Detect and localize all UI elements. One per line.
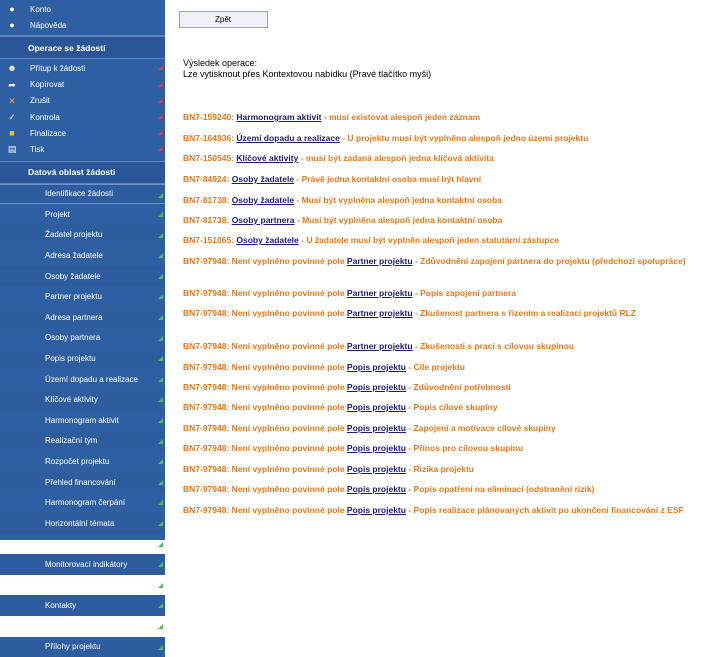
error-message: - U žadatele musí být vyplněn alespoň jeden statutární zástupce <box>299 235 559 245</box>
sidebar-data-item[interactable] <box>0 328 165 349</box>
error-message: - Zkušenosti s prací s cílovou skupinou <box>413 341 575 351</box>
sidebar-data-item[interactable] <box>0 575 165 596</box>
error-row <box>183 288 708 300</box>
error-code: BN7-84924: <box>183 174 229 184</box>
sidebar-item-label: Výběrová řízení <box>45 581 101 590</box>
error-message: - Cíle projektu <box>406 362 465 372</box>
sidebar-data-item[interactable] <box>0 616 165 637</box>
sidebar-item-label: Adresa partnera <box>45 313 102 322</box>
sidebar-item-finalize[interactable] <box>0 125 165 141</box>
error-message: - U projektu musí být vyplněno alespoň jedno území projektu <box>340 133 588 143</box>
error-row <box>183 308 708 320</box>
error-prefix: Není vyplněno povinné pole <box>229 308 347 318</box>
corner-arrow-icon <box>158 212 163 217</box>
error-code: BN7-81738: <box>183 195 229 205</box>
error-code: BN7-97948: <box>183 464 229 474</box>
error-row <box>183 402 708 414</box>
error-section-link[interactable]: Popis projektu <box>347 484 406 494</box>
error-row <box>183 174 708 186</box>
sidebar-item-label: Adresa žadatele <box>45 251 103 260</box>
error-message: - Musí být vyplněna alespoň jedna kontaktní osoba <box>294 195 502 205</box>
sidebar-data-item[interactable] <box>0 534 165 555</box>
error-message: - Zdůvodnění zapojení partnera do projektu (předchozí spolupráce) <box>413 256 686 266</box>
sidebar-data-item[interactable] <box>0 266 165 287</box>
sidebar-item-label: Přílohy projektu <box>45 642 101 651</box>
error-prefix: Není vyplněno povinné pole <box>229 256 347 266</box>
corner-arrow-icon <box>158 397 163 402</box>
corner-arrow-icon <box>158 336 163 341</box>
corner-arrow-icon <box>158 315 163 320</box>
error-code: BN7-97948: <box>183 423 229 433</box>
data-section-header: Datová oblast žádosti <box>0 161 165 184</box>
error-prefix: Není vyplněno povinné pole <box>229 484 347 494</box>
copy-icon: ➦ <box>7 80 17 90</box>
error-message: - Popis realizace plánovaných aktivit po ukončení financování z ESF <box>406 505 684 515</box>
sidebar-item-label: Kontrola <box>30 113 60 122</box>
sidebar-data-item[interactable] <box>0 184 165 205</box>
corner-arrow-icon <box>158 624 163 629</box>
corner-arrow-icon <box>158 603 163 608</box>
sidebar-data-item[interactable] <box>0 245 165 266</box>
sidebar-data-item[interactable] <box>0 369 165 390</box>
error-section-link[interactable]: Území dopadu a realizace <box>236 133 339 143</box>
error-row <box>183 256 708 268</box>
error-section-link[interactable]: Osoby žadatele <box>232 174 294 184</box>
error-row <box>183 341 708 353</box>
corner-arrow-icon <box>158 418 163 423</box>
error-code: BN7-97948: <box>183 341 229 351</box>
error-code: BN7-81738: <box>183 215 229 225</box>
error-message: - Popis zapojení partnera <box>413 288 516 298</box>
error-row <box>183 423 708 435</box>
sidebar-item-label: Žadatel projektu <box>45 230 102 239</box>
error-row <box>183 133 708 145</box>
data-items-list <box>0 184 165 657</box>
error-message: - Zdůvodnění potřebnosti <box>406 382 511 392</box>
sidebar-item-label: Kopírovat <box>30 80 64 89</box>
error-message: - Zapojení a motivace cílové skupiny <box>406 423 556 433</box>
error-section-link[interactable]: Popis projektu <box>347 423 406 433</box>
error-section-link[interactable]: Harmonogram aktivit <box>236 112 321 122</box>
sidebar-data-item[interactable] <box>0 554 165 575</box>
sidebar-item-print[interactable] <box>0 141 165 157</box>
result-description: Lze vytisknout přes Kontextovou nabídku (Pravé tlačítko myši) <box>183 69 431 79</box>
corner-arrow-icon <box>158 274 163 279</box>
error-section-link[interactable]: Popis projektu <box>347 505 406 515</box>
error-section-link[interactable]: Osoby žadatele <box>232 195 294 205</box>
corner-arrow-icon <box>158 459 163 464</box>
error-row <box>183 153 708 165</box>
sidebar-item-label: Harmonogram čerpání <box>45 498 125 507</box>
sidebar-item-help[interactable] <box>0 17 165 33</box>
sidebar-item-copy[interactable] <box>0 77 165 93</box>
error-prefix: Není vyplněno povinné pole <box>229 464 347 474</box>
sidebar-item-label: Harmonogram aktivit <box>45 416 119 425</box>
ops-section-header: Operace se žádostí <box>0 36 165 59</box>
error-section-link[interactable]: Popis projektu <box>347 464 406 474</box>
error-prefix: Není vyplněno povinné pole <box>229 362 347 372</box>
corner-arrow-icon <box>158 356 163 361</box>
corner-arrow-icon <box>158 130 163 135</box>
sidebar-item-label: Přítup k žádosti <box>30 64 85 73</box>
help-icon: ● <box>7 20 17 30</box>
corner-arrow-icon <box>158 583 163 588</box>
corner-arrow-icon <box>158 377 163 382</box>
error-row <box>183 195 708 207</box>
sidebar-item-label: Horizontální témata <box>45 519 114 528</box>
error-prefix: Není vyplněno povinné pole <box>229 505 347 515</box>
error-code: BN7-97948: <box>183 308 229 318</box>
sidebar-data-item[interactable] <box>0 492 165 513</box>
sidebar-data-item[interactable] <box>0 204 165 225</box>
error-section-link[interactable]: Klíčové aktivity <box>236 153 298 163</box>
error-section-link[interactable]: Popis projektu <box>347 382 406 392</box>
error-code: BN7-159240: <box>183 112 234 122</box>
error-row <box>183 505 708 517</box>
sidebar-item-label: Přehled financování <box>45 478 116 487</box>
sidebar-data-item[interactable] <box>0 389 165 410</box>
sidebar-data-item[interactable] <box>0 348 165 369</box>
corner-arrow-icon <box>158 294 163 299</box>
error-message: - Popis opatření na eliminaci (odstranění rizik) <box>406 484 594 494</box>
sidebar-data-item[interactable] <box>0 307 165 328</box>
corner-arrow-icon <box>158 439 163 444</box>
corner-arrow-icon <box>158 146 163 151</box>
corner-arrow-icon <box>158 65 163 70</box>
error-message: - Rizika projektu <box>406 464 474 474</box>
sidebar-item-label: Monitorovací indikátory <box>45 560 127 569</box>
sidebar-item-label: Projekt <box>45 210 70 219</box>
error-message: - Musí být vyplněna alespoň jedna kontaktní osoba <box>295 215 503 225</box>
sidebar-item-access[interactable] <box>0 60 165 76</box>
back-button[interactable]: Zpět <box>179 11 268 28</box>
error-section-link[interactable]: Osoby žadatele <box>236 235 298 245</box>
error-section-link[interactable]: Partner projektu <box>347 341 413 351</box>
sidebar-item-label: Konto <box>30 5 51 14</box>
error-code: BN7-164936: <box>183 133 234 143</box>
corner-arrow-icon <box>158 98 163 103</box>
error-section-link[interactable]: Popis projektu <box>347 362 406 372</box>
sidebar-item-konto[interactable] <box>0 1 165 17</box>
error-code: BN7-97948: <box>183 288 229 298</box>
sidebar-item-label: Klíčové aktivity <box>45 395 98 404</box>
error-section-link[interactable]: Partner projektu <box>347 288 413 298</box>
corner-arrow-icon <box>158 253 163 258</box>
error-row <box>183 112 708 124</box>
sidebar-item-check[interactable] <box>0 109 165 125</box>
error-row <box>183 382 708 394</box>
corner-arrow-icon <box>158 114 163 119</box>
sidebar-item-label: Zrušit <box>30 96 50 105</box>
error-prefix: Není vyplněno povinné pole <box>229 423 347 433</box>
error-code: BN7-97948: <box>183 443 229 453</box>
sidebar-item-label: Další projekty <box>45 622 93 631</box>
sidebar-data-item[interactable] <box>0 595 165 616</box>
error-message: - Popis cílové skupiny <box>406 402 498 412</box>
error-code: BN7-97948: <box>183 256 229 266</box>
corner-arrow-icon <box>158 645 163 650</box>
sidebar <box>0 0 165 540</box>
error-section-link[interactable]: Partner projektu <box>347 256 413 266</box>
sidebar-item-label: Osoby žadatele <box>45 272 101 281</box>
sidebar-item-label: Veřejná podpora <box>45 539 104 548</box>
sidebar-item-label: Tisk <box>30 145 44 154</box>
error-code: BN7-97948: <box>183 402 229 412</box>
error-row <box>183 362 708 374</box>
sidebar-data-item[interactable] <box>0 472 165 493</box>
corner-arrow-icon <box>158 562 163 567</box>
error-message: - Přínos pro cílovou skupinu <box>406 443 523 453</box>
error-section-link[interactable]: Osoby partnera <box>232 215 295 225</box>
error-section-link[interactable]: Popis projektu <box>347 402 406 412</box>
error-code: BN7-97948: <box>183 484 229 494</box>
error-prefix: Není vyplněno povinné pole <box>229 288 347 298</box>
error-message: - musí existovat alespoň jeden záznam <box>321 112 480 122</box>
error-message: - Zkušenost partnera s řízením a realizací projektů RLZ <box>413 308 636 318</box>
corner-arrow-icon <box>158 521 163 526</box>
lock-icon: ■ <box>7 128 17 138</box>
corner-arrow-icon <box>158 193 163 198</box>
cancel-icon: ✕ <box>7 96 17 106</box>
sidebar-data-item[interactable] <box>0 513 165 534</box>
error-code: BN7-150545: <box>183 153 234 163</box>
sidebar-item-label: Realizační tým <box>45 436 97 445</box>
sidebar-data-item[interactable] <box>0 286 165 307</box>
main-content <box>165 0 720 540</box>
sidebar-item-label: Rozpočet projektu <box>45 457 109 466</box>
error-code: BN7-151065: <box>183 235 234 245</box>
result-title: Výsledek operace: <box>183 58 257 68</box>
error-message: - musí být zadaná alespoň jedna klíčová aktivita <box>298 153 494 163</box>
error-code: BN7-97948: <box>183 505 229 515</box>
corner-arrow-icon <box>158 480 163 485</box>
sidebar-item-label: Nápověda <box>30 21 66 30</box>
error-row <box>183 215 708 227</box>
people-icon: ☻ <box>7 63 17 73</box>
corner-arrow-icon <box>158 233 163 238</box>
error-prefix: Není vyplněno povinné pole <box>229 341 347 351</box>
error-prefix: Není vyplněno povinné pole <box>229 443 347 453</box>
sidebar-item-label: Kontakty <box>45 601 76 610</box>
sidebar-item-label: Území dopadu a realizace <box>45 375 138 384</box>
error-prefix: Není vyplněno povinné pole <box>229 402 347 412</box>
print-icon: ▤ <box>7 144 17 154</box>
sidebar-data-item[interactable] <box>0 225 165 246</box>
sidebar-item-label: Identifikace žádosti <box>45 189 113 198</box>
sidebar-item-label: Partner projektu <box>45 292 102 301</box>
sidebar-item-label: Popis projektu <box>45 354 96 363</box>
sidebar-item-label: Osoby partnera <box>45 333 100 342</box>
user-icon: ● <box>7 4 17 14</box>
error-row <box>183 484 708 496</box>
error-section-link[interactable]: Popis projektu <box>347 443 406 453</box>
corner-arrow-icon <box>158 500 163 505</box>
sidebar-item-label: Finalizace <box>30 129 66 138</box>
error-code: BN7-97948: <box>183 362 229 372</box>
error-row <box>183 235 708 247</box>
corner-arrow-icon <box>158 542 163 547</box>
error-row <box>183 443 708 455</box>
error-prefix: Není vyplněno povinné pole <box>229 382 347 392</box>
sidebar-data-item[interactable] <box>0 410 165 431</box>
error-row <box>183 464 708 476</box>
error-message: - Právě jedna kontaktní osoba musí být hlavní <box>294 174 481 184</box>
check-icon: ✓ <box>7 112 17 122</box>
sidebar-data-item[interactable] <box>0 451 165 472</box>
error-code: BN7-97948: <box>183 382 229 392</box>
sidebar-item-cancel[interactable] <box>0 93 165 109</box>
sidebar-data-item[interactable] <box>0 637 165 657</box>
error-section-link[interactable]: Partner projektu <box>347 308 413 318</box>
sidebar-data-item[interactable] <box>0 431 165 452</box>
corner-arrow-icon <box>158 82 163 87</box>
